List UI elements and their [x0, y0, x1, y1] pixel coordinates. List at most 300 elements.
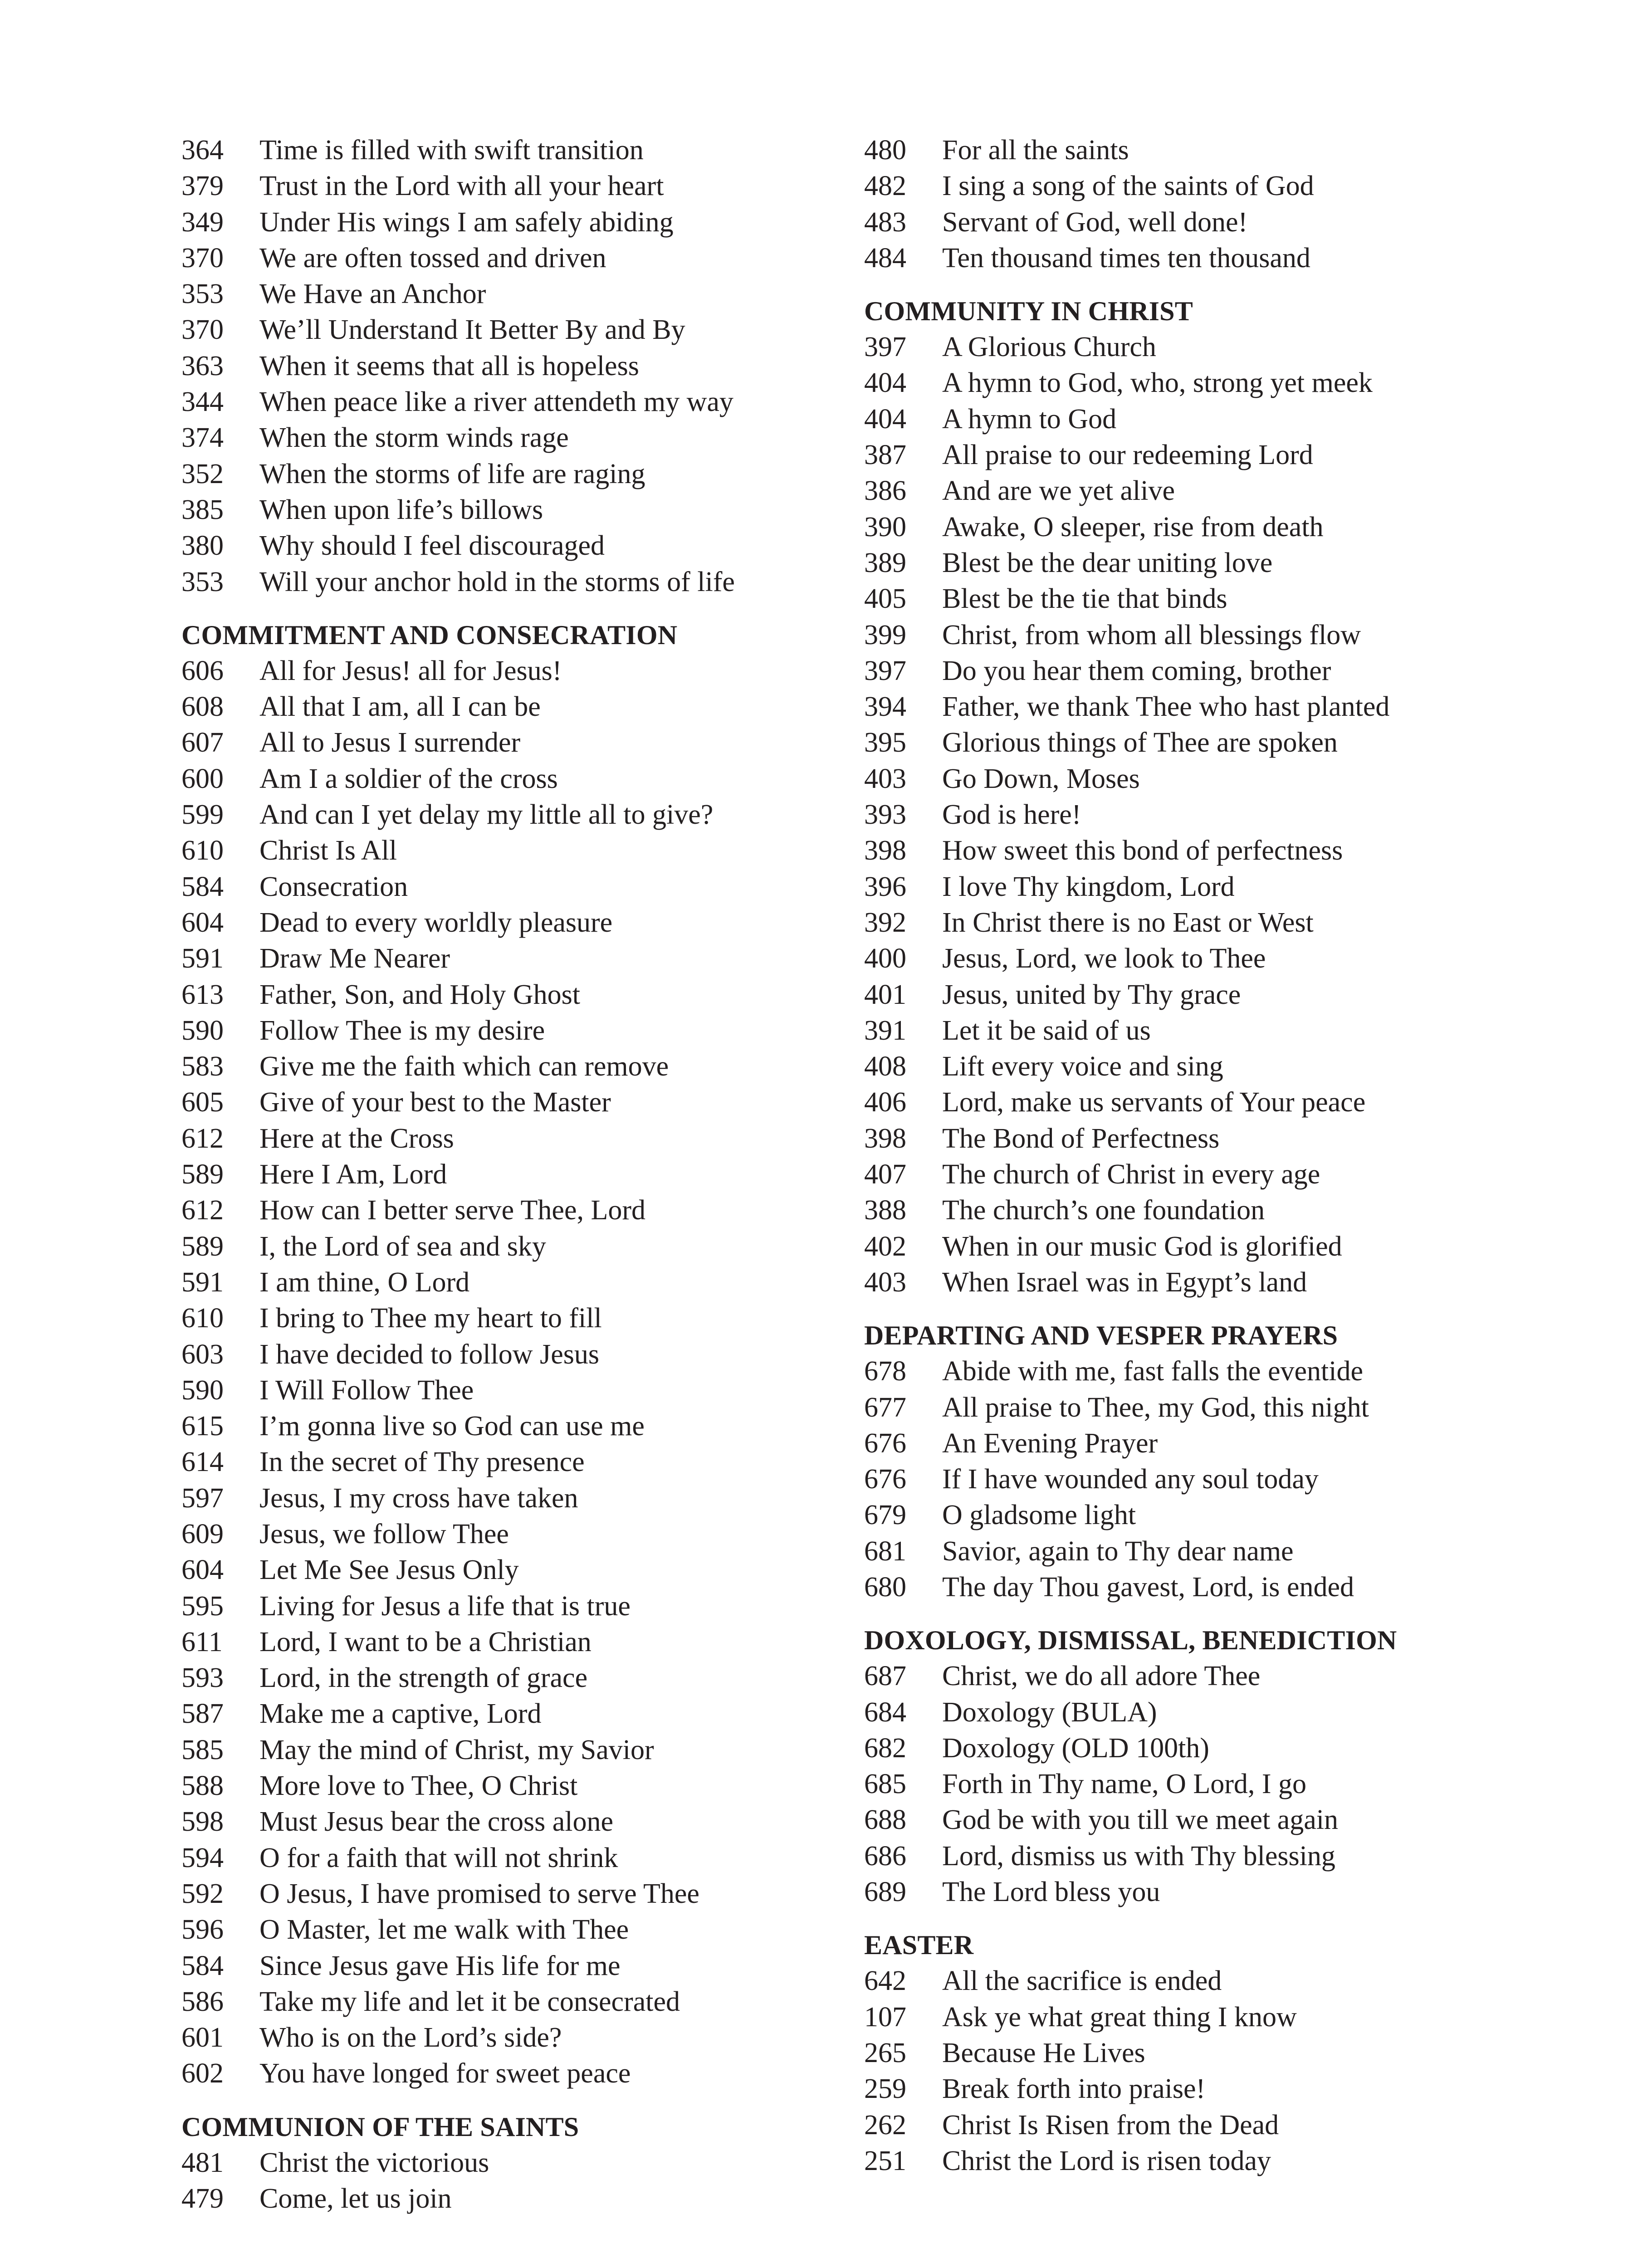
- hymn-title: Do you hear them coming, brother: [942, 655, 1331, 686]
- hymn-number: 396: [864, 871, 906, 902]
- index-entry: [181, 1624, 807, 1660]
- hymn-number: 391: [864, 1015, 906, 1046]
- hymn-number: 678: [864, 1356, 906, 1387]
- index-entry: [181, 1696, 807, 1732]
- index-entry: [181, 492, 807, 528]
- hymn-title: Let it be said of us: [942, 1015, 1151, 1046]
- index-entry: [864, 1229, 1490, 1265]
- hymn-title: All the sacrifice is ended: [942, 1965, 1222, 1997]
- hymn-title: Come, let us join: [259, 2183, 452, 2214]
- hymn-number: 352: [181, 458, 224, 489]
- index-entry: [864, 1999, 1490, 2035]
- hymn-title: The Bond of Perfectness: [942, 1123, 1220, 1154]
- index-entry: [181, 941, 807, 977]
- hymn-title: For all the saints: [942, 135, 1129, 166]
- hymn-title: Savior, again to Thy dear name: [942, 1535, 1294, 1567]
- index-entry: [864, 240, 1490, 276]
- index-entry: [864, 941, 1490, 977]
- hymn-title: When peace like a river attendeth my way: [259, 386, 733, 418]
- hymn-number: 251: [864, 2145, 906, 2176]
- index-entry: [181, 1265, 807, 1300]
- hymn-number: 610: [181, 1303, 224, 1334]
- hymn-number: 598: [181, 1806, 224, 1838]
- hymn-number: 589: [181, 1231, 224, 1262]
- hymn-number: 681: [864, 1535, 906, 1567]
- hymn-title: Consecration: [259, 871, 408, 902]
- index-entry: [181, 276, 807, 312]
- index-entry: [181, 1444, 807, 1480]
- index-entry: [181, 761, 807, 797]
- index-entry: [181, 205, 807, 240]
- hymn-title: May the mind of Christ, my Savior: [259, 1734, 654, 1765]
- index-entry: [864, 1049, 1490, 1085]
- hymn-number: 687: [864, 1661, 906, 1692]
- index-entry: [864, 869, 1490, 905]
- index-entry: [864, 1963, 1490, 1999]
- hymn-number: 482: [864, 171, 906, 202]
- hymn-number: 589: [181, 1159, 224, 1190]
- hymn-number: 385: [181, 494, 224, 525]
- hymn-title: Christ the victorious: [259, 2147, 489, 2178]
- index-entry: [181, 725, 807, 761]
- index-entry: [864, 132, 1490, 168]
- hymn-number: 600: [181, 763, 224, 794]
- hymn-title: You have longed for sweet peace: [259, 2058, 631, 2089]
- index-entry: [181, 384, 807, 420]
- hymn-number: 392: [864, 907, 906, 938]
- hymn-number: 587: [181, 1698, 224, 1730]
- hymn-title: Ten thousand times ten thousand: [942, 242, 1310, 274]
- hymn-title: I’m gonna live so God can use me: [259, 1411, 645, 1442]
- index-entry: [864, 1354, 1490, 1389]
- hymn-number: 479: [181, 2183, 224, 2214]
- index-entry: [181, 1912, 807, 1948]
- hymn-number: 597: [181, 1482, 224, 1514]
- hymn-number: 685: [864, 1769, 906, 1800]
- hymn-number: 603: [181, 1339, 224, 1370]
- hymn-title: Abide with me, fast falls the eventide: [942, 1356, 1364, 1387]
- hymn-number: 642: [864, 1965, 906, 1997]
- index-entry: [181, 1768, 807, 1804]
- hymn-title: A hymn to God, who, strong yet meek: [942, 367, 1373, 399]
- index-entry: [181, 1948, 807, 1984]
- index-entry: [181, 833, 807, 869]
- index-entry: [181, 1732, 807, 1768]
- index-entry: [181, 1157, 807, 1193]
- index-entry: [181, 420, 807, 456]
- hymn-number: 484: [864, 242, 906, 274]
- index-entry: [864, 1426, 1490, 1461]
- hymn-title: Father, Son, and Holy Ghost: [259, 979, 581, 1010]
- index-entry: [864, 689, 1490, 725]
- index-entry: [864, 1265, 1490, 1300]
- hymn-number: 607: [181, 727, 224, 758]
- index-entry: [864, 653, 1490, 689]
- hymn-title: Ask ye what great thing I know: [942, 2001, 1297, 2033]
- hymn-title: Doxology (OLD 100th): [942, 1732, 1209, 1764]
- index-entry: [864, 437, 1490, 473]
- hymn-number: 364: [181, 135, 224, 166]
- hymn-title: Christ Is Risen from the Dead: [942, 2109, 1279, 2141]
- hymn-number: 370: [181, 314, 224, 346]
- hymn-title: The church of Christ in every age: [942, 1159, 1320, 1190]
- hymn-title: When upon life’s billows: [259, 494, 543, 525]
- index-entry: [181, 1552, 807, 1588]
- hymn-number: 397: [864, 655, 906, 686]
- hymn-title: Jesus, I my cross have taken: [259, 1482, 578, 1514]
- hymn-title: Lord, make us servants of Your peace: [942, 1087, 1366, 1118]
- index-entry: [864, 473, 1490, 509]
- hymn-number: 610: [181, 835, 224, 866]
- hymn-title: More love to Thee, O Christ: [259, 1770, 578, 1802]
- section-heading: DOXOLOGY, DISMISSAL, BENEDICTION: [864, 1625, 1397, 1656]
- index-entry: [864, 761, 1490, 797]
- hymn-title: Here I Am, Lord: [259, 1159, 447, 1190]
- hymn-title: Under His wings I am safely abiding: [259, 206, 674, 238]
- hymn-number: 676: [864, 1464, 906, 1495]
- hymn-title: Doxology (BULA): [942, 1696, 1157, 1728]
- hymn-title: How can I better serve Thee, Lord: [259, 1195, 645, 1226]
- index-entry: [181, 1085, 807, 1120]
- hymn-title: Because He Lives: [942, 2037, 1145, 2068]
- index-entry: [181, 1589, 807, 1624]
- hymn-title: Jesus, united by Thy grace: [942, 979, 1241, 1010]
- hymn-title: Draw Me Nearer: [259, 943, 450, 974]
- hymn-title: Time is filled with swift transition: [259, 135, 644, 166]
- hymn-number: 370: [181, 242, 224, 274]
- section-commitment-and-consecration: [181, 617, 807, 2092]
- hymn-title: All that I am, all I can be: [259, 691, 541, 723]
- index-entry: [181, 1516, 807, 1552]
- hymn-number: 596: [181, 1914, 224, 1945]
- hymn-title: When the storm winds rage: [259, 422, 569, 454]
- hymn-number: 608: [181, 691, 224, 723]
- index-entry: [181, 132, 807, 168]
- hymn-title: Let Me See Jesus Only: [259, 1554, 519, 1586]
- index-entry: [864, 1497, 1490, 1533]
- hymn-title: Lord, dismiss us with Thy blessing: [942, 1840, 1335, 1872]
- index-entry: [864, 1534, 1490, 1569]
- hymn-title: Dead to every worldly pleasure: [259, 907, 613, 938]
- hymn-title: A Glorious Church: [942, 332, 1156, 363]
- index-entry: [864, 725, 1490, 761]
- index-entry: [181, 869, 807, 905]
- hymn-number: 591: [181, 1266, 224, 1298]
- hymn-title: Why should I feel discouraged: [259, 530, 605, 562]
- index-entry: [181, 564, 807, 600]
- hymn-title: All to Jesus I surrender: [259, 727, 521, 758]
- hymn-title: When the storms of life are raging: [259, 458, 645, 489]
- hymn-number: 363: [181, 350, 224, 381]
- section-heading: DEPARTING AND VESPER PRAYERS: [864, 1320, 1338, 1351]
- section-heading: COMMUNITY IN CHRIST: [864, 296, 1193, 327]
- section-easter: [864, 1927, 1490, 2179]
- hymn-number: 481: [181, 2147, 224, 2178]
- hymn-number: 353: [181, 279, 224, 310]
- index-entry: [181, 905, 807, 941]
- index-entry: [864, 1157, 1490, 1193]
- hymn-number: 595: [181, 1590, 224, 1622]
- index-entry: [864, 401, 1490, 437]
- hymn-title: Christ, from whom all blessings flow: [942, 619, 1361, 650]
- hymn-number: 399: [864, 619, 906, 650]
- hymn-number: 395: [864, 727, 906, 758]
- hymn-number: 265: [864, 2037, 906, 2068]
- hymn-number: 686: [864, 1840, 906, 1872]
- section-heading: COMMITMENT AND CONSECRATION: [181, 620, 678, 650]
- hymn-number: 400: [864, 943, 906, 974]
- index-entry: [864, 797, 1490, 833]
- hymn-number: 380: [181, 530, 224, 562]
- index-entry: [181, 1840, 807, 1876]
- index-entry: [181, 2145, 807, 2181]
- hymn-number: 585: [181, 1734, 224, 1765]
- hymn-number: 689: [864, 1877, 906, 1908]
- index-entry: [181, 1876, 807, 1912]
- hymn-title: All praise to Thee, my God, this night: [942, 1392, 1369, 1423]
- index-entry: [181, 689, 807, 725]
- index-column-right: [864, 132, 1490, 2179]
- hymn-number: 388: [864, 1195, 906, 1226]
- index-entry: [181, 2181, 807, 2217]
- hymn-title: I sing a song of the saints of God: [942, 171, 1314, 202]
- index-entry: [181, 168, 807, 204]
- hymn-number: 606: [181, 655, 224, 686]
- index-entry: [864, 1013, 1490, 1049]
- hymn-number: 405: [864, 583, 906, 615]
- hymn-number: 397: [864, 332, 906, 363]
- hymn-number: 684: [864, 1696, 906, 1728]
- hymn-title: The day Thou gavest, Lord, is ended: [942, 1571, 1354, 1603]
- section-continued: [864, 132, 1490, 276]
- hymn-title: Blest be the tie that binds: [942, 583, 1227, 615]
- hymn-title: And can I yet delay my little all to give?: [259, 799, 714, 831]
- index-entry: [181, 240, 807, 276]
- index-entry: [864, 1874, 1490, 1910]
- hymn-title: How sweet this bond of perfectness: [942, 835, 1343, 866]
- hymn-title: And are we yet alive: [942, 475, 1175, 507]
- section-heading: EASTER: [864, 1930, 974, 1960]
- hymn-number: 390: [864, 511, 906, 543]
- hymn-title: O gladsome light: [942, 1500, 1136, 1531]
- index-entry: [864, 1766, 1490, 1802]
- hymn-title: We are often tossed and driven: [259, 242, 606, 274]
- hymn-title: God is here!: [942, 799, 1081, 831]
- hymn-number: 398: [864, 1123, 906, 1154]
- hymn-number: 394: [864, 691, 906, 723]
- hymn-number: 483: [864, 206, 906, 238]
- hymn-title: Forth in Thy name, O Lord, I go: [942, 1769, 1307, 1800]
- hymn-number: 379: [181, 171, 224, 202]
- hymn-title: Christ, we do all adore Thee: [942, 1661, 1261, 1692]
- hymn-number: 404: [864, 403, 906, 435]
- index-entry: [181, 1193, 807, 1228]
- section-heading: COMMUNION OF THE SAINTS: [181, 2112, 579, 2142]
- hymn-number: 584: [181, 1950, 224, 1981]
- hymn-title: Break forth into praise!: [942, 2073, 1206, 2105]
- hymn-title: I bring to Thee my heart to fill: [259, 1303, 602, 1334]
- hymn-title: O Master, let me walk with Thee: [259, 1914, 629, 1945]
- index-entry: [864, 2107, 1490, 2143]
- hymn-number: 401: [864, 979, 906, 1010]
- hymn-number: 601: [181, 2022, 224, 2053]
- hymn-number: 594: [181, 1842, 224, 1873]
- hymn-title: All praise to our redeeming Lord: [942, 440, 1313, 471]
- hymn-number: 592: [181, 1878, 224, 1909]
- hymn-title: A hymn to God: [942, 403, 1117, 435]
- index-entry: [864, 2143, 1490, 2179]
- index-entry: [864, 509, 1490, 545]
- hymn-number: 262: [864, 2109, 906, 2141]
- hymn-number: 682: [864, 1732, 906, 1764]
- index-entry: [864, 2071, 1490, 2107]
- index-entry: [181, 2020, 807, 2056]
- hymn-number: 583: [181, 1051, 224, 1082]
- hymn-title: Take my life and let it be consecrated: [259, 1986, 680, 2017]
- hymn-title: When Israel was in Egypt’s land: [942, 1266, 1307, 1298]
- hymn-number: 590: [181, 1374, 224, 1406]
- hymn-number: 403: [864, 763, 906, 794]
- hymn-title: We’ll Understand It Better By and By: [259, 314, 685, 346]
- index-entry: [864, 1695, 1490, 1730]
- index-entry: [181, 1984, 807, 2020]
- hymn-title: Since Jesus gave His life for me: [259, 1950, 621, 1981]
- index-entry: [181, 1373, 807, 1408]
- index-entry: [864, 365, 1490, 401]
- hymn-number: 588: [181, 1770, 224, 1802]
- section-doxology-dismissal-benediction: [864, 1623, 1490, 1910]
- hymn-number: 604: [181, 907, 224, 938]
- index-column-left: [181, 132, 807, 2217]
- hymn-number: 590: [181, 1015, 224, 1046]
- hymn-number: 613: [181, 979, 224, 1010]
- hymn-title: Christ Is All: [259, 835, 397, 866]
- hymn-number: 586: [181, 1986, 224, 2017]
- index-entry: [864, 1193, 1490, 1228]
- hymn-title: Lord, in the strength of grace: [259, 1662, 588, 1694]
- hymn-title: In Christ there is no East or West: [942, 907, 1314, 938]
- hymn-title: Living for Jesus a life that is true: [259, 1590, 631, 1622]
- hymn-number: 611: [181, 1626, 223, 1657]
- hymn-number: 386: [864, 475, 906, 507]
- index-entry: [181, 1229, 807, 1265]
- index-entry: [181, 456, 807, 492]
- hymn-number: 353: [181, 566, 224, 597]
- hymn-title: Awake, O sleeper, rise from death: [942, 511, 1324, 543]
- hymn-number: 602: [181, 2058, 224, 2089]
- index-entry: [864, 905, 1490, 941]
- index-entry: [181, 1049, 807, 1085]
- section-continued: [181, 132, 807, 600]
- index-entry: [181, 1013, 807, 1049]
- index-entry: [864, 617, 1490, 653]
- hymn-number: 480: [864, 135, 906, 166]
- section-communion-of-the-saints: [181, 2109, 807, 2217]
- index-entry: [181, 1804, 807, 1840]
- hymn-number: 679: [864, 1500, 906, 1531]
- hymn-title: All for Jesus! all for Jesus!: [259, 655, 562, 686]
- hymn-title: An Evening Prayer: [942, 1427, 1158, 1459]
- hymn-number: 612: [181, 1123, 224, 1154]
- index-entry: [864, 581, 1490, 617]
- index-entry: [181, 1300, 807, 1336]
- index-entry: [864, 1838, 1490, 1874]
- hymn-number: 387: [864, 440, 906, 471]
- hymn-title: Father, we thank Thee who hast planted: [942, 691, 1390, 723]
- index-entry: [864, 1390, 1490, 1426]
- hymn-title: I have decided to follow Jesus: [259, 1339, 599, 1370]
- index-entry: [864, 1802, 1490, 1838]
- hymn-number: 676: [864, 1427, 906, 1459]
- index-entry: [864, 1730, 1490, 1766]
- hymn-number: 344: [181, 386, 224, 418]
- hymn-title: Lift every voice and sing: [942, 1051, 1223, 1082]
- hymn-number: 398: [864, 835, 906, 866]
- hymn-title: Jesus, we follow Thee: [259, 1518, 509, 1549]
- index-entry: [864, 545, 1490, 581]
- hymn-title: Follow Thee is my desire: [259, 1015, 545, 1046]
- index-entry: [864, 1085, 1490, 1120]
- hymn-number: 680: [864, 1571, 906, 1603]
- hymn-number: 389: [864, 547, 906, 578]
- hymn-number: 599: [181, 799, 224, 831]
- index-entry: [181, 1121, 807, 1157]
- section-departing-and-vesper-prayers: [864, 1318, 1490, 1605]
- index-entry: [181, 1660, 807, 1696]
- hymn-title: God be with you till we meet again: [942, 1804, 1338, 1836]
- hymn-title: Give of your best to the Master: [259, 1087, 611, 1118]
- hymn-title: I Will Follow Thee: [259, 1374, 474, 1406]
- hymn-number: 591: [181, 943, 224, 974]
- index-entry: [864, 329, 1490, 365]
- hymn-number: 584: [181, 871, 224, 902]
- index-entry: [181, 977, 807, 1013]
- hymn-number: 408: [864, 1051, 906, 1082]
- hymn-title: Make me a captive, Lord: [259, 1698, 542, 1730]
- hymn-number: 615: [181, 1411, 224, 1442]
- hymn-number: 406: [864, 1087, 906, 1118]
- hymn-title: Servant of God, well done!: [942, 206, 1248, 238]
- hymn-number: 612: [181, 1195, 224, 1226]
- hymn-title: Blest be the dear uniting love: [942, 547, 1273, 578]
- hymn-number: 604: [181, 1554, 224, 1586]
- hymn-number: 393: [864, 799, 906, 831]
- hymn-number: 402: [864, 1231, 906, 1262]
- hymn-number: 403: [864, 1266, 906, 1298]
- index-entry: [181, 348, 807, 384]
- hymn-title: Glorious things of Thee are spoken: [942, 727, 1338, 758]
- hymn-title: O for a faith that will not shrink: [259, 1842, 618, 1873]
- index-entry: [864, 1658, 1490, 1694]
- hymn-title: I, the Lord of sea and sky: [259, 1231, 546, 1262]
- hymn-title: Give me the faith which can remove: [259, 1051, 669, 1082]
- hymn-number: 605: [181, 1087, 224, 1118]
- hymn-title: Must Jesus bear the cross alone: [259, 1806, 613, 1838]
- hymn-title: I am thine, O Lord: [259, 1266, 470, 1298]
- index-entry: [181, 528, 807, 564]
- index-entry: [181, 1337, 807, 1373]
- hymn-title: O Jesus, I have promised to serve Thee: [259, 1878, 699, 1909]
- hymn-title: Lord, I want to be a Christian: [259, 1626, 592, 1657]
- index-entry: [864, 168, 1490, 204]
- index-entry: [864, 1461, 1490, 1497]
- index-entry: [864, 1121, 1490, 1157]
- hymn-number: 259: [864, 2073, 906, 2105]
- hymn-title: If I have wounded any soul today: [942, 1464, 1319, 1495]
- hymn-number: 107: [864, 2001, 906, 2033]
- hymn-title: We Have an Anchor: [259, 279, 486, 310]
- hymn-title: The Lord bless you: [942, 1877, 1160, 1908]
